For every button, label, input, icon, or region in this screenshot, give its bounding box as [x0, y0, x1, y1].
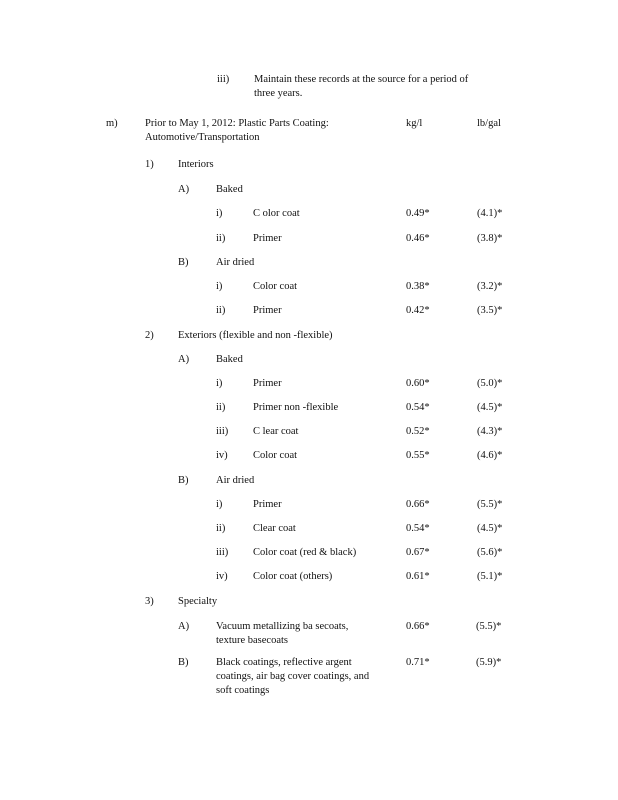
intro-text-line-2: three years.	[254, 88, 303, 99]
item-marker: i)	[216, 378, 223, 389]
item-lb-value: (5.1)*	[477, 571, 503, 582]
subgroup-marker: A)	[178, 354, 190, 365]
item-marker: iii)	[216, 426, 229, 437]
column-header-kg: kg/l	[406, 118, 423, 129]
item-marker: ii)	[216, 523, 226, 534]
specialty-text-line: soft coatings	[216, 685, 270, 696]
item-marker: ii)	[216, 305, 226, 316]
item-lb-value: (4.1)*	[477, 208, 503, 219]
subgroup-marker: A)	[178, 184, 190, 195]
item-kg-value: 0.67*	[406, 547, 430, 558]
item-kg-value: 0.49*	[406, 208, 430, 219]
item-label: C lear coat	[253, 426, 299, 437]
group-label: Interiors	[178, 159, 214, 170]
item-kg-value: 0.61*	[406, 571, 430, 582]
item-lb-value: (3.2)*	[477, 281, 503, 292]
item-lb-value: (4.5)*	[477, 402, 503, 413]
item-marker: ii)	[216, 402, 226, 413]
item-label: Color coat	[253, 450, 298, 461]
item-label: Primer	[253, 378, 282, 389]
specialty-lb-value: (5.5)*	[476, 621, 502, 632]
item-label: Color coat (red & black)	[253, 547, 357, 558]
item-marker: i)	[216, 281, 223, 292]
item-kg-value: 0.54*	[406, 402, 430, 413]
specialty-text-line: coatings, air bag cover coatings, and	[216, 671, 370, 682]
intro-text-line-1: Maintain these records at the source for a period of	[254, 74, 469, 85]
subgroup-label: Air dried	[216, 475, 255, 486]
item-lb-value: (3.5)*	[477, 305, 503, 316]
specialty-kg-value: 0.71*	[406, 657, 430, 668]
item-marker: i)	[216, 208, 223, 219]
subgroup-label: Air dried	[216, 257, 255, 268]
item-kg-value: 0.52*	[406, 426, 430, 437]
item-lb-value: (5.0)*	[477, 378, 503, 389]
item-label: Primer	[253, 233, 282, 244]
specialty-kg-value: 0.66*	[406, 621, 430, 632]
subgroup-label: Baked	[216, 184, 243, 195]
subgroup-marker: B)	[178, 257, 189, 268]
item-label: Primer	[253, 499, 282, 510]
group-marker: 3)	[145, 596, 154, 607]
specialty-text-line: Vacuum metallizing ba secoats,	[216, 621, 349, 632]
item-lb-value: (3.8)*	[477, 233, 503, 244]
specialty-marker: B)	[178, 657, 189, 668]
group-marker: 2)	[145, 330, 154, 341]
specialty-lb-value: (5.9)*	[476, 657, 502, 668]
specialty-text-line: Black coatings, reflective argent	[216, 657, 352, 668]
specialty-text-line: texture basecoats	[216, 635, 289, 646]
item-kg-value: 0.55*	[406, 450, 430, 461]
item-lb-value: (4.6)*	[477, 450, 503, 461]
specialty-marker: A)	[178, 621, 190, 632]
item-label: Primer non -flexible	[253, 402, 339, 413]
intro-marker: iii)	[217, 74, 230, 85]
item-kg-value: 0.42*	[406, 305, 430, 316]
item-label: Color coat (others)	[253, 571, 333, 582]
item-label: Color coat	[253, 281, 298, 292]
section-title-line-1: Prior to May 1, 2012: Plastic Parts Coating:	[145, 118, 329, 129]
item-lb-value: (4.3)*	[477, 426, 503, 437]
item-marker: i)	[216, 499, 223, 510]
item-marker: iv)	[216, 571, 228, 582]
column-header-lb: lb/gal	[477, 118, 501, 129]
item-kg-value: 0.46*	[406, 233, 430, 244]
item-label: Clear coat	[253, 523, 296, 534]
item-label: C olor coat	[253, 208, 300, 219]
item-kg-value: 0.60*	[406, 378, 430, 389]
item-marker: iii)	[216, 547, 229, 558]
item-marker: iv)	[216, 450, 228, 461]
subgroup-label: Baked	[216, 354, 243, 365]
item-kg-value: 0.54*	[406, 523, 430, 534]
item-kg-value: 0.66*	[406, 499, 430, 510]
group-marker: 1)	[145, 159, 154, 170]
section-title-line-2: Automotive/Transportation	[145, 132, 260, 143]
item-lb-value: (4.5)*	[477, 523, 503, 534]
item-lb-value: (5.6)*	[477, 547, 503, 558]
group-label: Specialty	[178, 596, 218, 607]
item-kg-value: 0.38*	[406, 281, 430, 292]
group-label: Exteriors (flexible and non -flexible)	[178, 330, 333, 341]
item-lb-value: (5.5)*	[477, 499, 503, 510]
section-marker: m)	[106, 118, 118, 129]
item-marker: ii)	[216, 233, 226, 244]
subgroup-marker: B)	[178, 475, 189, 486]
item-label: Primer	[253, 305, 282, 316]
